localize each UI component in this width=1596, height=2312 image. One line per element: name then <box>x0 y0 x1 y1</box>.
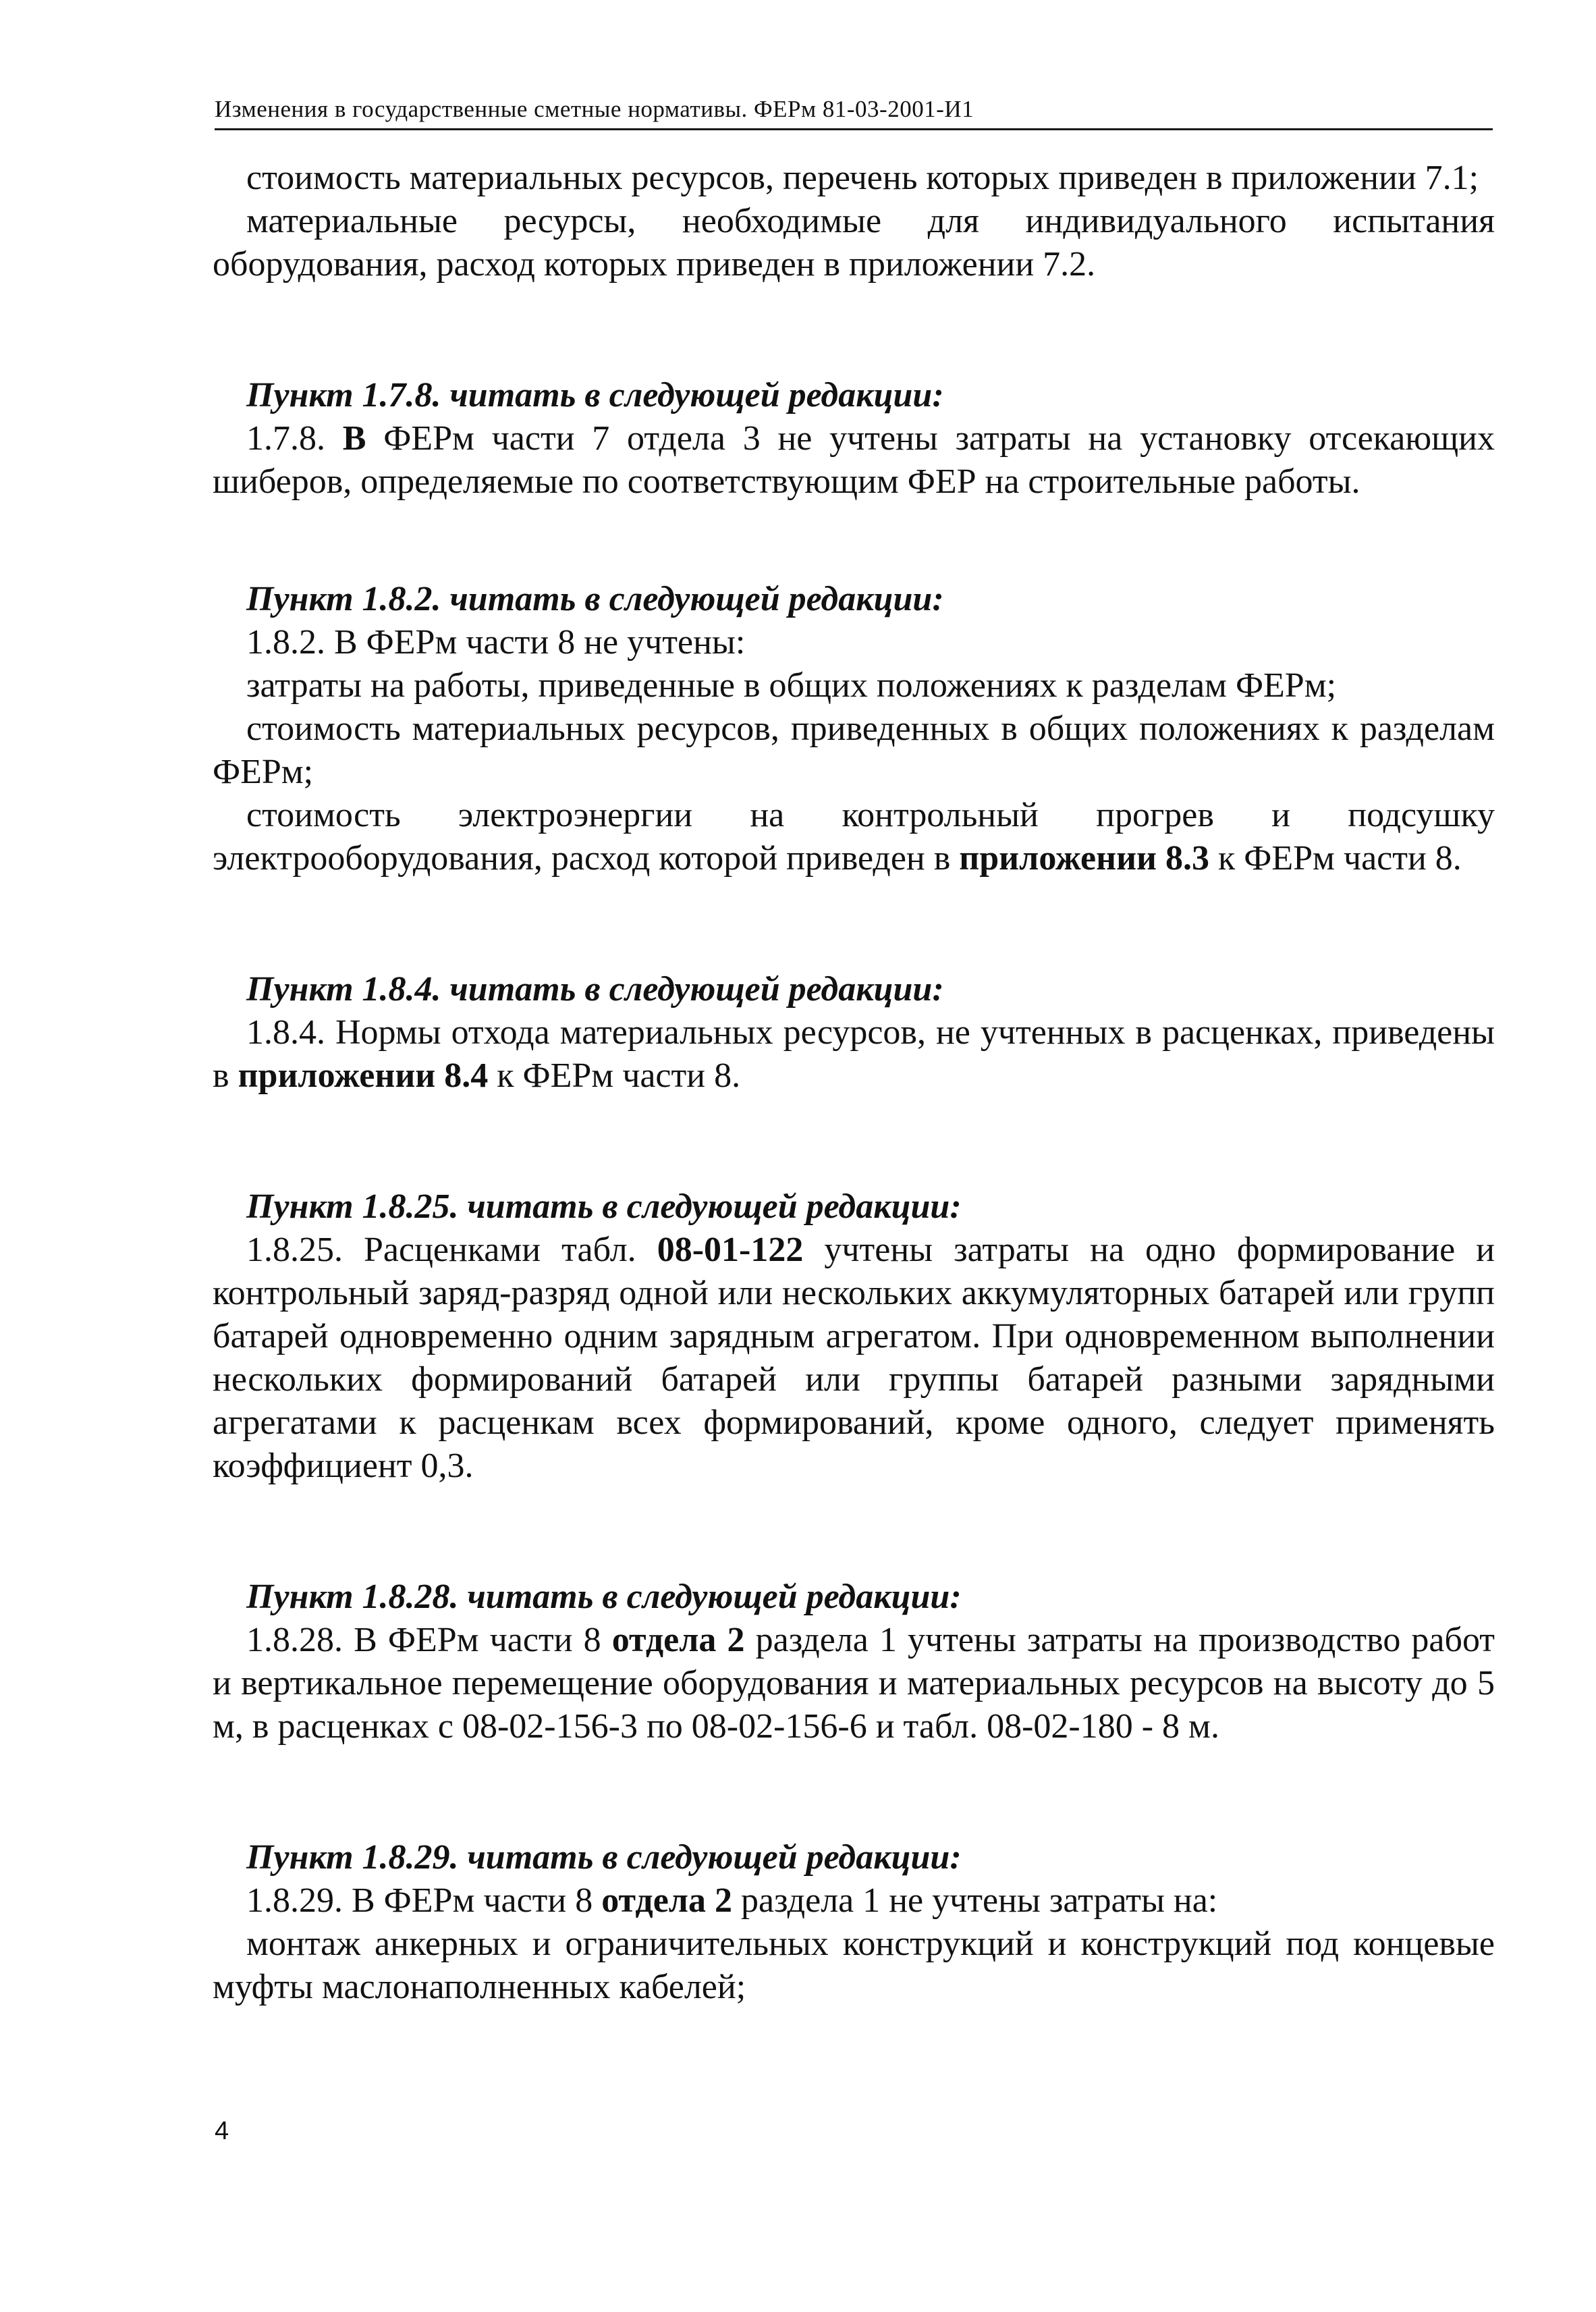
section-paragraph-1-8-4 <box>213 1011 1495 1098</box>
section-paragraph-1-8-2-a: 1.8.2. В ФЕРм части 8 не учтены: <box>246 623 746 662</box>
section-paragraph-1-8-28 <box>213 1619 1495 1748</box>
clause-text: раздела 1 учтены затраты на производство работ и вертикальное перемещение оборудования и материальных ресурсов на высоту до 5 м, в расценках с 08-02-156-3 по 08-02-156-6 и табл. 08-02-180 - 8 м. <box>213 1621 1495 1746</box>
appendix-reference: приложении 8.4 <box>238 1056 489 1095</box>
spacer <box>213 1098 1495 1185</box>
spacer <box>213 1488 1495 1576</box>
section-paragraph-1-8-29-b: монтаж анкерных и ограничительных конструкций и конструкций под концевые муфты маслонаполненных кабелей; <box>213 1925 1495 2006</box>
document-body <box>213 157 1495 2009</box>
clause-text: 1.8.28. В ФЕРм части 8 <box>246 1621 601 1659</box>
clause-text: ФЕРм части 7 отдела 3 не учтены затраты на установку отсекающих шиберов, определяемые по соответствующим ФЕР на строительные работы. <box>213 419 1495 501</box>
appendix-reference: приложении 8.3 <box>959 839 1209 878</box>
page-number: 4 <box>215 2117 229 2145</box>
clause-text: раздела 1 не учтены затраты на: <box>740 1881 1218 1920</box>
table-reference: 08-01-122 <box>657 1231 804 1269</box>
section-paragraph-1-8-29-a <box>213 1879 1495 1923</box>
clause-text: 1.8.25. Расценками табл. <box>246 1231 636 1269</box>
section-paragraph-1-8-2-d <box>213 794 1495 880</box>
intro-paragraph-2: материальные ресурсы, необходимые для индивидуального испытания оборудования, расход которых приведен в приложении 7.2. <box>213 202 1495 284</box>
section-heading-1-8-4: Пункт 1.8.4. читать в следующей редакции: <box>246 970 944 1009</box>
section-paragraph-1-8-2-b: затраты на работы, приведенные в общих положениях к разделам ФЕРм; <box>246 666 1337 705</box>
spacer <box>213 286 1495 374</box>
spacer <box>213 1748 1495 1836</box>
clause-text: к ФЕРм части 8. <box>497 1056 741 1095</box>
section-paragraph-1-8-2-c: стоимость материальных ресурсов, приведенных в общих положениях к разделам ФЕРм; <box>213 709 1495 791</box>
section-heading-1-8-2: Пункт 1.8.2. читать в следующей редакции: <box>246 580 944 618</box>
bold-fragment: В <box>342 419 366 458</box>
clause-text: к ФЕРм части 8. <box>1218 839 1462 878</box>
spacer <box>213 880 1495 968</box>
clause-number: 1.7.8. <box>246 419 325 458</box>
department-reference: отдела 2 <box>601 1881 732 1920</box>
clause-text: стоимость электроэнергии на контрольный прогрев и подсушку электрооборудования, расход которой приведен в <box>213 796 1495 878</box>
intro-paragraph-1: стоимость материальных ресурсов, перечень которых приведен в приложении 7.1; <box>246 159 1479 197</box>
clause-text: 1.8.4. Нормы отхода материальных ресурсов, не учтенных в расценках, приведены в <box>213 1013 1495 1095</box>
running-header: Изменения в государственные сметные нормативы. ФЕРм 81-03-2001-И1 <box>215 95 1493 130</box>
section-heading-1-8-29: Пункт 1.8.29. читать в следующей редакции: <box>246 1838 962 1877</box>
clause-text: 1.8.29. В ФЕРм части 8 <box>246 1881 593 1920</box>
department-reference: отдела 2 <box>611 1621 745 1659</box>
spacer <box>213 504 1495 578</box>
section-paragraph-1-8-25 <box>213 1229 1495 1488</box>
section-heading-1-7-8: Пункт 1.7.8. читать в следующей редакции: <box>246 376 944 414</box>
clause-text: учтены затраты на одно формирование и контрольный заряд-разряд одной или нескольких аккумуляторных батарей или групп батарей одновременно одним зарядным агрегатом. При одновременном выполнении нескольких формирований батарей или группы батарей разными зарядными агрегатами к расценкам всех формирований, кроме одного, следует применять коэффициент 0,3. <box>213 1231 1495 1485</box>
section-heading-1-8-25: Пункт 1.8.25. читать в следующей редакции: <box>246 1187 962 1226</box>
section-heading-1-8-28: Пункт 1.8.28. читать в следующей редакции: <box>246 1578 962 1616</box>
section-paragraph-1-7-8 <box>213 417 1495 504</box>
